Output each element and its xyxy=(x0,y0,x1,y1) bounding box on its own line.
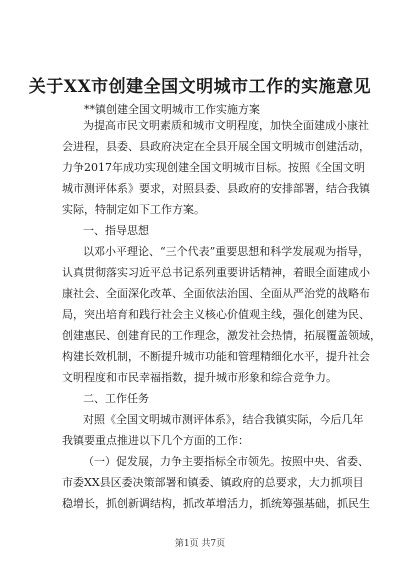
body-line: 构建长效机制，不断提升城市功能和管理精细化水平，提升社会 xyxy=(62,350,370,363)
body-line: （一）促发展，力争主要指标全市领先。按照中央、省委、 xyxy=(83,455,369,468)
document-title: 关于XX市创建全国文明城市工作的实施意见 xyxy=(28,77,372,97)
section-heading: 一、指导思想 xyxy=(83,224,149,237)
body-line: 稳增长，抓创新调结构，抓改革增活力，抓统筹强基础，抓民生 xyxy=(62,497,370,510)
body-line: 创建惠民、创建育民的工作理念，激发社会热情，拓展覆盖领域， xyxy=(62,329,381,342)
document-subtitle: **镇创建全国文明城市工作实施方案 xyxy=(84,103,260,116)
body-line: 康社会、全面深化改革、全面依法治国、全面从严治党的战略布 xyxy=(62,287,370,300)
body-line: 为提高市民文明素质和城市文明程度，加快全面建成小康社 xyxy=(83,119,369,132)
body-line: 认真贯彻落实习近平总书记系列重要讲话精神，着眼全面建成小 xyxy=(62,266,370,279)
body-line: 局，突出培育和践行社会主义核心价值观主线，强化创建为民、 xyxy=(62,308,370,321)
body-line: 实际，特制定如下工作方案。 xyxy=(62,203,205,216)
body-line: 文明程度和市民幸福指数，提升城市形象和综合竞争力。 xyxy=(62,371,337,384)
page-footer: 第1页 共7页 xyxy=(174,539,226,549)
body-line: 会进程，县委、县政府决定在全县开展全国文明城市创建活动， xyxy=(62,140,370,153)
body-line: 城市测评体系》要求，对照县委、县政府的安排部署，结合我镇 xyxy=(62,182,370,195)
body-line: 以邓小平理论、“三个代表”重要思想和科学发展观为指导， xyxy=(83,245,370,258)
section-heading: 二、工作任务 xyxy=(83,392,149,405)
body-line: 力争2017年成功实现创建全国文明城市目标。按照《全国文明 xyxy=(62,161,365,174)
body-line: 我镇要重点推进以下几个方面的工作： xyxy=(62,434,249,447)
body-line: 对照《全国文明城市测评体系》，结合我镇实际，今后几年 xyxy=(83,413,364,426)
body-line: 市委XX县区委决策部署和镇委、镇政府的总要求，大力抓项目 xyxy=(62,476,364,489)
